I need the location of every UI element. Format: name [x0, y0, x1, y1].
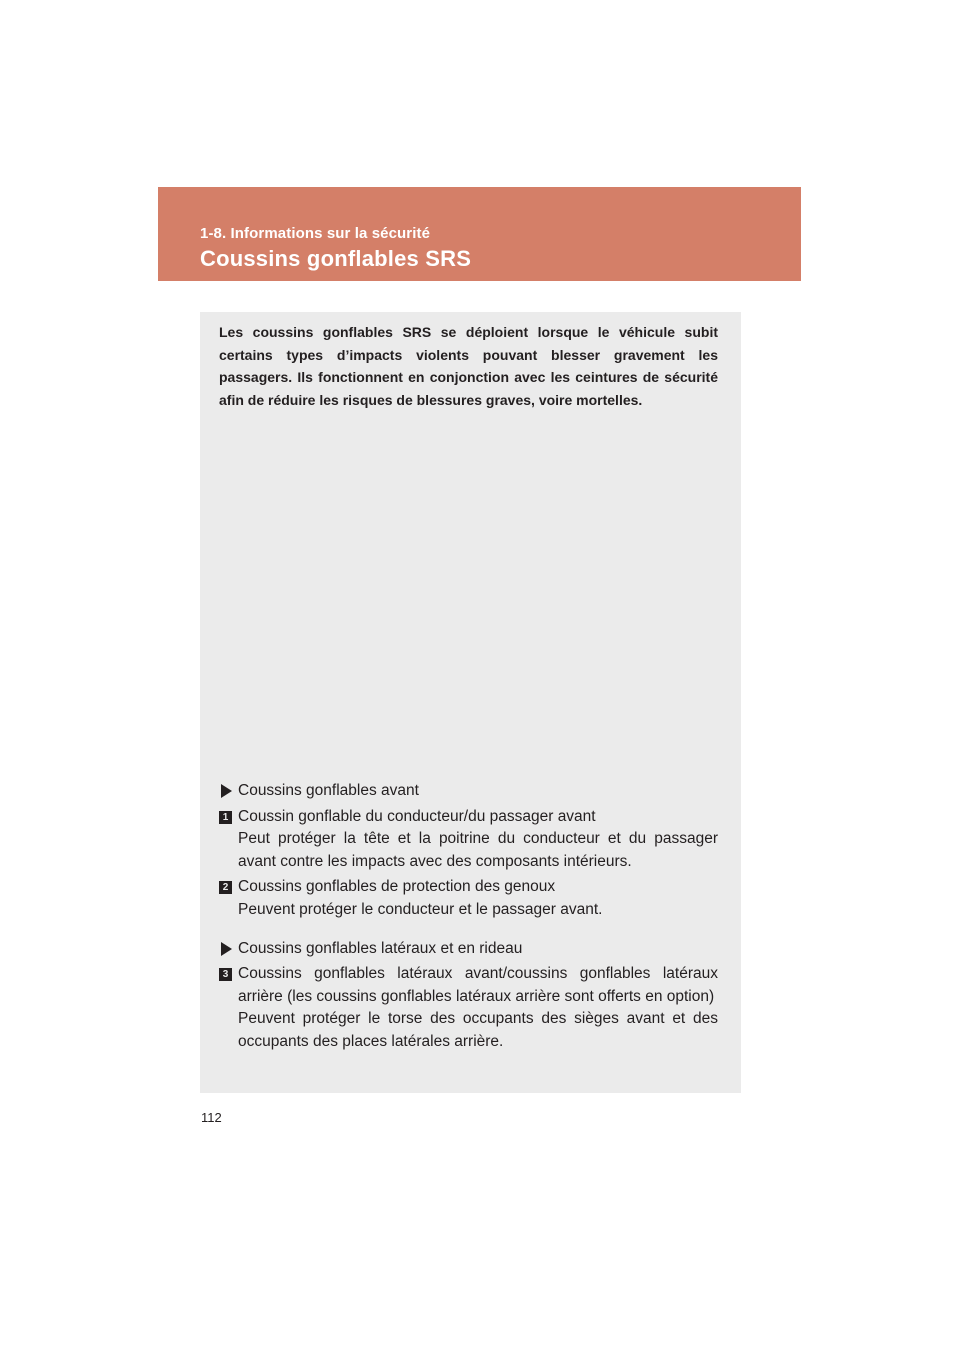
- list-item: [219, 806, 718, 874]
- list-item-description: Peuvent protéger le torse des occupants des sièges avant et des occupants des places latérales arrière.: [238, 1010, 718, 1050]
- intro-paragraph: Les coussins gonflables SRS se déploient lorsque le véhicule subit certains types d’impacts violents pouvant blesser gravement les passagers. Ils fonctionnent en conjonction avec les ceintures de sécurité afin de réduire les risques de blessures graves, voire mortelles.: [219, 324, 718, 408]
- list-item-description: Peuvent protéger le conducteur et le passager avant.: [238, 900, 603, 918]
- list-item: [219, 876, 718, 921]
- group-heading-front: [219, 780, 718, 803]
- section-header-band: [158, 187, 801, 281]
- list-item-description: Peut protéger la tête et la poitrine du conducteur et du passager avant contre les impacts avec des composants intérieurs.: [238, 830, 718, 870]
- triangle-bullet-icon: [221, 784, 232, 798]
- airbag-list: [219, 780, 718, 1054]
- list-item-title: Coussins gonflables latéraux avant/coussins gonflables latéraux arrière (les coussins gonflables latéraux arrière sont offerts en option): [238, 965, 718, 1005]
- group-heading-label: Coussins gonflables latéraux et en rideau: [238, 939, 523, 957]
- group-heading-label: Coussins gonflables avant: [238, 782, 419, 799]
- illustration-area: [219, 417, 718, 777]
- number-badge-icon: 1: [219, 811, 232, 824]
- section-label: 1-8. Informations sur la sécurité: [200, 225, 431, 242]
- triangle-bullet-icon: [221, 942, 232, 956]
- page-title: Coussins gonflables SRS: [200, 246, 472, 271]
- group-heading-side: [219, 938, 718, 961]
- number-badge-icon: 2: [219, 881, 232, 894]
- list-item: [219, 963, 718, 1053]
- content-box: [200, 312, 741, 1093]
- list-item-title: Coussins gonflables de protection des genoux: [238, 878, 556, 896]
- list-item-title: Coussin gonflable du conducteur/du passager avant: [238, 807, 596, 825]
- number-badge-icon: 3: [219, 968, 232, 981]
- page-number: 112: [201, 1110, 222, 1125]
